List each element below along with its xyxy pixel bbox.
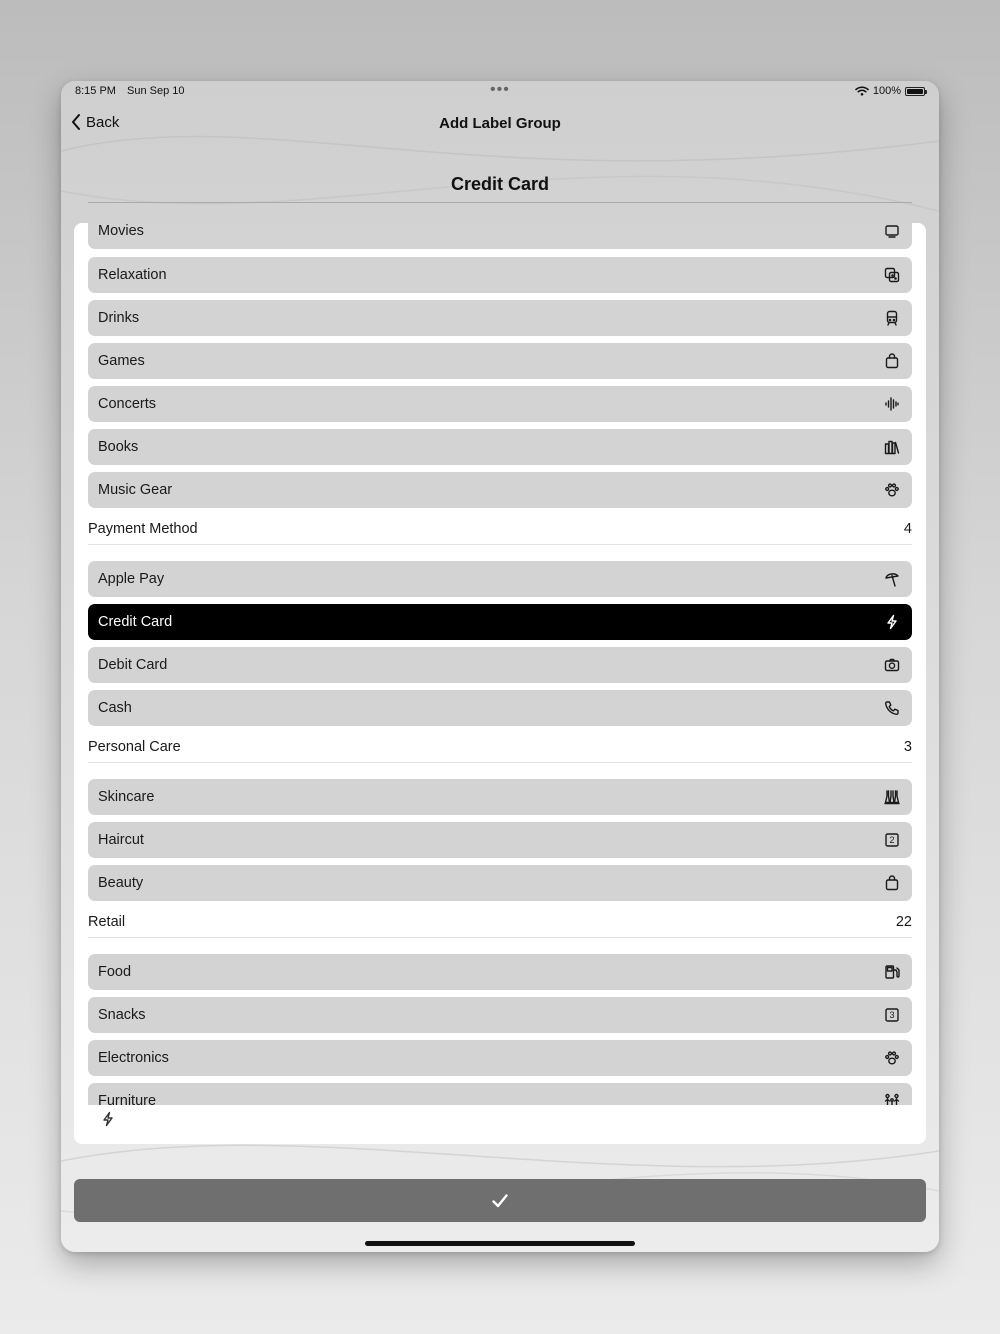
battery-icon bbox=[905, 87, 925, 96]
list-item[interactable] bbox=[88, 647, 912, 683]
list-item-label: Books bbox=[98, 439, 139, 455]
device-frame bbox=[61, 81, 939, 1252]
section-title: Retail bbox=[88, 913, 126, 930]
section-count: 4 bbox=[903, 520, 912, 537]
label-list[interactable] bbox=[74, 223, 926, 1105]
list-item[interactable] bbox=[88, 954, 912, 990]
list-item-label: Cash bbox=[98, 700, 132, 716]
paw-icon bbox=[882, 1048, 902, 1068]
title-divider bbox=[88, 202, 912, 203]
list-item-label: Snacks bbox=[98, 1007, 146, 1023]
list-item-label: Haircut bbox=[98, 832, 144, 848]
bolt-icon bbox=[100, 1111, 116, 1127]
battery-percent: 100% bbox=[872, 85, 901, 97]
list-item-label: Apple Pay bbox=[98, 571, 165, 587]
section-title: Payment Method bbox=[88, 520, 198, 537]
page-title: Credit Card bbox=[450, 174, 549, 194]
wifi-icon bbox=[855, 86, 869, 96]
status-date: Sun Sep 10 bbox=[127, 85, 185, 97]
bag-icon bbox=[882, 351, 902, 371]
list-item[interactable] bbox=[88, 223, 912, 249]
section-title: Personal Care bbox=[88, 738, 181, 755]
list-item-label: Debit Card bbox=[98, 657, 168, 673]
list-item[interactable] bbox=[88, 997, 912, 1033]
list-item[interactable] bbox=[88, 822, 912, 858]
camera-icon bbox=[882, 655, 902, 675]
flasks-icon bbox=[882, 787, 902, 807]
dice-icon bbox=[882, 265, 902, 285]
list-item[interactable] bbox=[88, 779, 912, 815]
section-count: 3 bbox=[903, 738, 912, 755]
paw-icon bbox=[882, 480, 902, 500]
section-header-personal-care bbox=[88, 733, 912, 763]
list-item-label: Drinks bbox=[98, 310, 140, 326]
tram-icon bbox=[882, 308, 902, 328]
list-item[interactable] bbox=[88, 1040, 912, 1076]
number-2-square-icon bbox=[882, 830, 902, 850]
list-item-label: Furniture bbox=[98, 1093, 157, 1105]
bag-icon bbox=[882, 873, 902, 893]
bolt-icon bbox=[882, 612, 902, 632]
waveform-icon bbox=[882, 394, 902, 414]
confirm-button[interactable] bbox=[74, 1179, 926, 1222]
list-item-label: Concerts bbox=[98, 396, 157, 412]
navigation-bar bbox=[61, 113, 939, 137]
status-time: 8:15 PM bbox=[75, 85, 116, 97]
list-item-label: Music Gear bbox=[98, 482, 173, 498]
list-item[interactable] bbox=[88, 300, 912, 336]
list-item-label: Credit Card bbox=[98, 614, 173, 630]
books-icon bbox=[882, 437, 902, 457]
nav-title: Add Label Group bbox=[439, 115, 561, 132]
list-item-label: Movies bbox=[98, 223, 144, 239]
multitasking-dots-icon[interactable]: ••• bbox=[490, 81, 510, 98]
list-item-label: Games bbox=[98, 353, 145, 369]
umbrella-icon bbox=[882, 569, 902, 589]
status-bar bbox=[75, 81, 925, 105]
tv-icon bbox=[882, 223, 902, 241]
fuel-pump-icon bbox=[882, 962, 902, 982]
section-count: 22 bbox=[895, 913, 912, 930]
list-item[interactable] bbox=[88, 865, 912, 901]
list-item[interactable] bbox=[88, 472, 912, 508]
list-item-label: Beauty bbox=[98, 875, 144, 891]
list-item-selected[interactable] bbox=[88, 604, 912, 640]
back-label: Back bbox=[86, 113, 120, 131]
list-item-label: Relaxation bbox=[98, 267, 167, 283]
svg-text:2: 2 bbox=[889, 835, 895, 846]
section-header-retail bbox=[88, 908, 912, 938]
list-item[interactable] bbox=[88, 429, 912, 465]
checkmark-icon bbox=[490, 1191, 510, 1211]
home-indicator bbox=[365, 1241, 635, 1246]
list-item[interactable] bbox=[88, 561, 912, 597]
phone-icon bbox=[882, 698, 902, 718]
list-item[interactable] bbox=[88, 690, 912, 726]
number-3-square-icon bbox=[882, 1005, 902, 1025]
list-item[interactable] bbox=[88, 1083, 912, 1105]
section-header-payment-method bbox=[88, 515, 912, 545]
family-icon bbox=[882, 1091, 902, 1105]
list-item[interactable] bbox=[88, 386, 912, 422]
list-item-label: Electronics bbox=[98, 1050, 169, 1066]
list-item-label: Skincare bbox=[98, 789, 155, 805]
label-list-card bbox=[74, 223, 926, 1144]
list-item-label: Food bbox=[98, 964, 132, 980]
list-item[interactable] bbox=[88, 343, 912, 379]
list-item[interactable] bbox=[88, 257, 912, 293]
svg-text:3: 3 bbox=[889, 1010, 895, 1021]
